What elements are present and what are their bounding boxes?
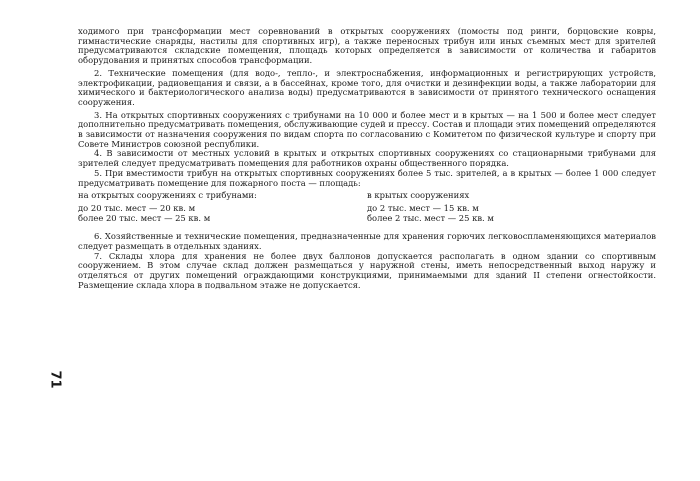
paragraph-5: 5. При вместимости трибун на открытых спортивных сооружениях более 5 тыс. зрителей, а в крытых — более 1 000 следует предусматривать помещение для пожарного поста — площадь: [78,167,656,188]
open-facilities-header: на открытых сооружениях с трибунами: [78,190,257,201]
list-item: более 20 тыс. мест — 25 кв. м [78,212,211,223]
paragraph-7: 7. Склады хлора для хранения не более двух баллонов допускается располагать в одном здании со спортивным сооружением. В этом случае склад должен размещаться у наружной стены, иметь непосредственный выход наружу и отделяться от других помещений ограждающими конструкциями, принимаемыми для зданий II степени огнестойкости. Размещение склада хлора в подвальном этаже не допускается. [78,250,656,290]
list-item: до 20 тыс. мест — 20 кв. м [78,202,196,213]
list-item: до 2 тыс. мест — 15 кв. м [367,202,479,213]
document-body [78,27,656,291]
paragraph-2: 2. Технические помещения (для водо-, тепло-, и электроснабжения, информационных и регистрирующих устройств, электрофикации, радиовещания и связи, а в бассейнах, кроме того, для очистки и дезинфекции воды, а также лаборатории для химического и бактериологического анализа воды) предусматриваются в зависимости от принятого технического оснащения сооружения. [78,67,656,107]
covered-facilities-header: в крытых сооружениях [367,190,470,201]
covered-facilities-column [367,191,656,223]
paragraph-6: 6. Хозяйственные и технические помещения, предназначенные для хранения горючих легковоспламеняющихся материалов следует размещать в отдельных зданиях. [78,231,656,252]
paragraph-4: 4. В зависимости от местных условий в крытых и открытых спортивных сооружениях со стационарными трибунами для зрителей следует предусматривать помещения для работников охраны общественного порядка. [78,148,656,169]
fire-post-area-list [78,191,656,223]
list-item: более 2 тыс. мест — 25 кв. м [367,212,494,223]
paragraph-3: 3. На открытых спортивных сооружениях с трибунами на 10 000 и более мест и в крытых — на 1 500 и более мест следует дополнительно предусматривать помещения, обслуживающие судей и прессу. Состав и площади этих помещений определяются в зависимости от назначения сооружения по видам спорта по согласованию с Комитетом по физической культуре и спорту при Совете Министров союзной республики. [78,109,656,149]
page-number: 71 [47,370,63,389]
paragraph-intro: ходимого при трансформации мест соревнований в открытых сооружениях (помосты под ринги, борцовские ковры, гимнастические снаряды, настилы для спортивных игр), а также переносных трибун или иных съемных мест для зрителей предусматриваются складские помещения, площадь которых определяется в зависимости от количества и габаритов оборудования и принятых способов трансформации. [78,26,656,66]
open-facilities-column [78,191,367,223]
